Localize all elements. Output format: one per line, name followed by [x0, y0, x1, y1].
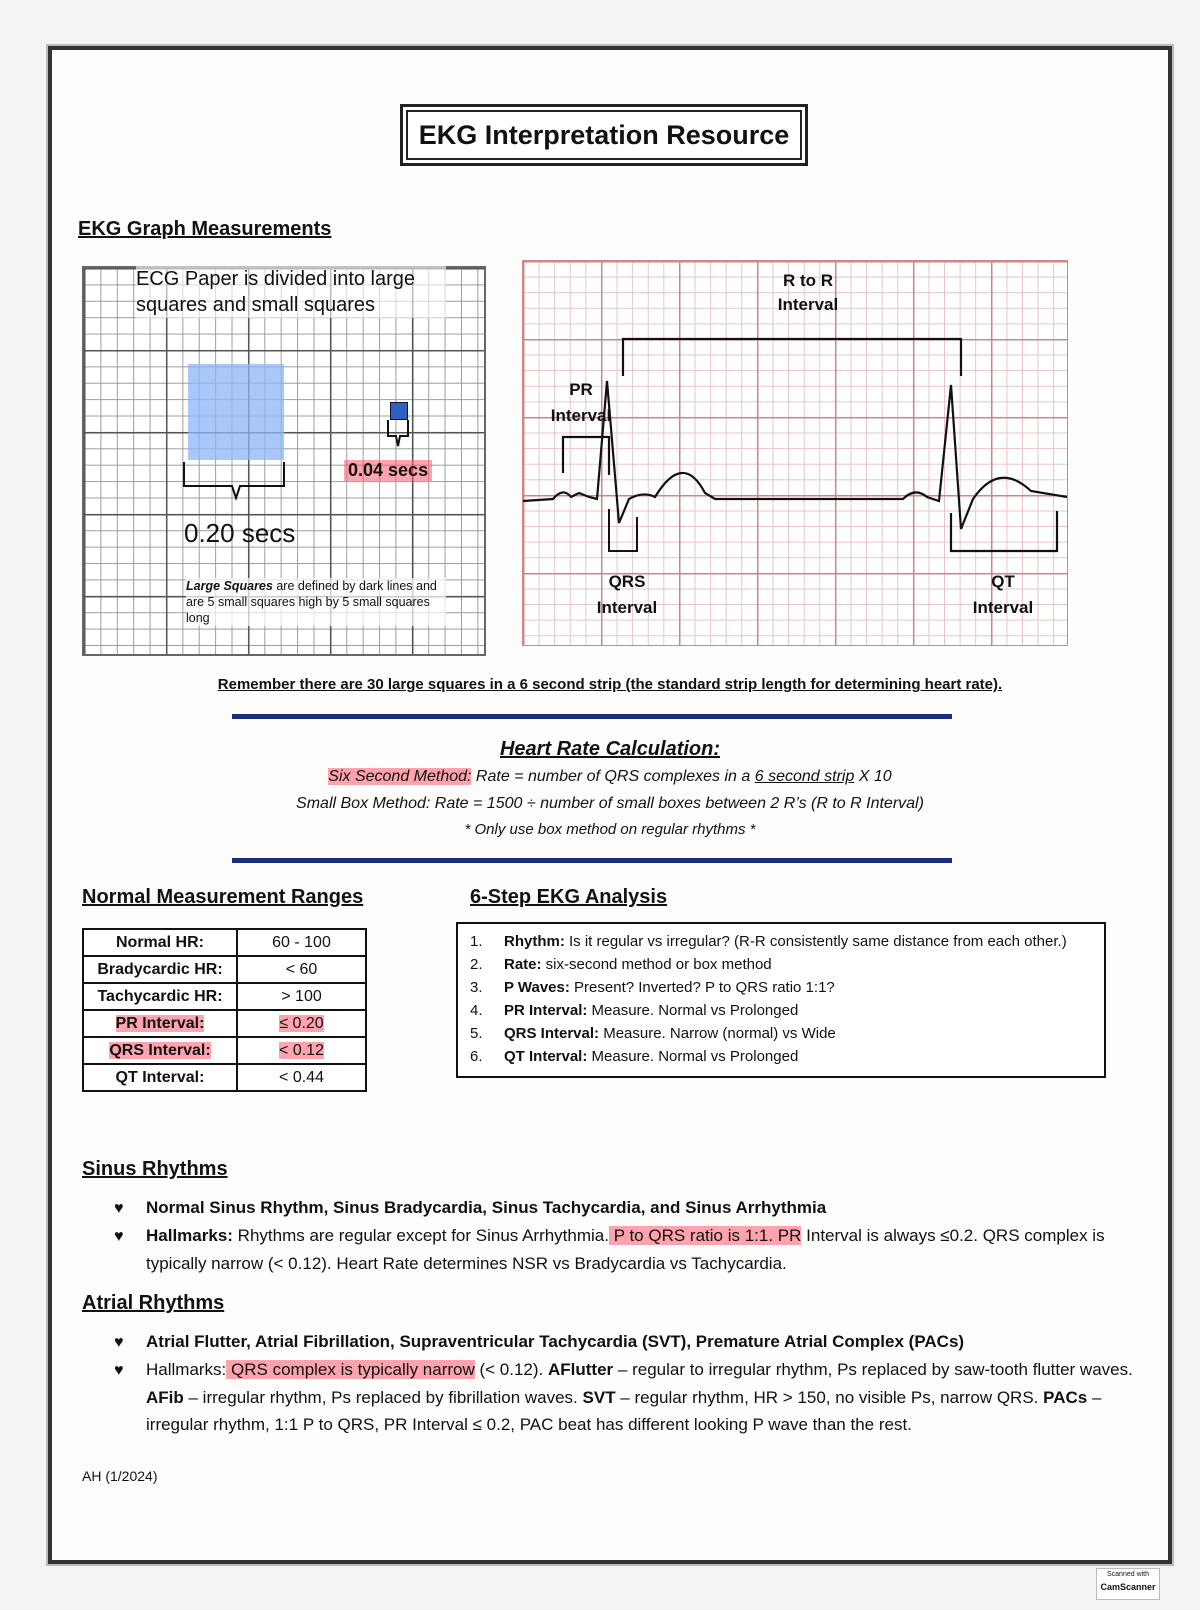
step-text: Present? Inverted? P to QRS ratio 1:1? — [569, 979, 835, 996]
pac-term: PACs — [1043, 1388, 1088, 1407]
step-term: Rhythm: — [504, 933, 565, 950]
graph-section-heading: EKG Graph Measurements — [78, 218, 332, 240]
table-row — [83, 956, 366, 983]
list-item — [470, 930, 1092, 953]
aflutter-desc: – regular to irregular rhythm, Ps replaced by saw-tooth flutter waves. — [613, 1360, 1133, 1379]
atrial-hallmarks — [114, 1356, 1166, 1438]
hallmarks-label: Hallmarks: — [146, 1360, 227, 1379]
list-item — [470, 999, 1092, 1022]
step-term: P Waves: — [504, 979, 570, 996]
steps-heading: 6-Step EKG Analysis — [470, 886, 668, 908]
ranges-heading: Normal Measurement Ranges — [82, 886, 364, 908]
range-value: < 0.12 — [279, 1041, 324, 1059]
sinus-heading: Sinus Rhythms — [82, 1158, 228, 1180]
divider-rule-2 — [232, 858, 952, 863]
list-item — [470, 1022, 1092, 1045]
heart-bullet-icon: ♥ — [114, 1200, 124, 1217]
pr-interval-label: PR Interval — [550, 380, 612, 425]
paper-caption: ECG Paper is divided into large squares and small squares — [136, 266, 446, 318]
step-text: six-second method or box method — [541, 956, 772, 973]
atrial-hallmarks-text: (< 0.12). — [474, 1360, 548, 1379]
afib-desc: – irregular rhythm, Ps replaced by fibrillation waves. — [183, 1388, 583, 1407]
step-number: 4. — [470, 1002, 483, 1019]
rr-interval-label: R to R Interval — [777, 271, 839, 314]
range-value: ≤ 0.20 — [279, 1014, 324, 1032]
pac-desc: – irregular rhythm, 1:1 P to QRS, PR Interval ≤ 0.2, PAC beat has different looking P wave than the rest. — [146, 1388, 1102, 1434]
step-number: 2. — [470, 956, 483, 973]
table-row — [83, 929, 366, 956]
six-second-underlined: 6 second strip — [754, 768, 855, 785]
scanner-line-2: CamScanner — [1100, 1582, 1156, 1592]
table-row — [83, 1010, 366, 1037]
page-title: EKG Interpretation Resource — [400, 104, 808, 166]
small-square-bracket-icon — [384, 418, 412, 452]
large-square-duration: 0.20 secs — [184, 518, 296, 548]
six-second-label: Six Second Method: — [328, 768, 472, 785]
footer-author: AH (1/2024) — [82, 1468, 158, 1484]
table-row — [83, 983, 366, 1010]
divider-rule-1 — [232, 714, 952, 719]
range-label: QRS Interval: — [109, 1041, 211, 1059]
scanner-line-1: Scanned with — [1106, 1571, 1150, 1578]
atrial-heading: Atrial Rhythms — [82, 1292, 225, 1314]
heart-bullet-icon: ♥ — [114, 1228, 124, 1245]
qt-interval-label: QT Interval — [972, 572, 1034, 617]
range-label: PR Interval: — [115, 1014, 205, 1032]
sinus-rhythm-list: Normal Sinus Rhythm, Sinus Bradycardia, Sinus Tachycardia, and Sinus Arrhythmia — [146, 1198, 827, 1217]
step-term: PR Interval: — [504, 1002, 588, 1019]
step-term: QRS Interval: — [504, 1025, 600, 1042]
qrs-interval-label: QRS Interval — [596, 572, 658, 617]
heart-bullet-icon: ♥ — [114, 1334, 124, 1351]
step-text: Is it regular vs irregular? (R-R consistently same distance from each other.) — [564, 933, 1067, 950]
atrial-rhythm-list: Atrial Flutter, Atrial Fibrillation, Supraventricular Tachycardia (SVT), Premature Atrial Complex (PACs) — [146, 1332, 965, 1351]
large-square-highlight — [188, 364, 284, 460]
aflutter-term: AFlutter — [548, 1360, 614, 1379]
table-row — [83, 1064, 366, 1091]
ecg-paper-grid — [82, 266, 486, 656]
document-page — [48, 46, 1172, 1564]
large-square-definition: are defined by dark lines and are 5 small squares high by 5 small squares long — [186, 579, 437, 625]
small-square-duration: 0.04 secs — [344, 460, 432, 481]
box-method-note: * Only use box method on regular rhythms * — [464, 821, 756, 838]
step-term: Rate: — [504, 956, 542, 973]
heart-rate-heading: Heart Rate Calculation: — [499, 738, 721, 760]
list-item — [470, 953, 1092, 976]
range-label: Bradycardic HR: — [83, 956, 237, 983]
strip-reminder: Remember there are 30 large squares in a 6 second strip (the standard strip length for determining heart rate). — [217, 676, 1003, 693]
six-second-text-a: Rate = number of QRS complexes in a — [471, 768, 755, 785]
range-value: > 100 — [237, 983, 366, 1010]
six-second-text-b: X 10 — [854, 768, 892, 785]
range-value: 60 - 100 — [237, 929, 366, 956]
step-number: 3. — [470, 979, 483, 996]
svt-term: SVT — [582, 1388, 616, 1407]
atrial-hallmarks-highlight: QRS complex is typically narrow — [226, 1360, 475, 1379]
hallmarks-label: Hallmarks: — [146, 1226, 233, 1245]
range-label: QT Interval: — [83, 1064, 237, 1091]
range-label: Normal HR: — [83, 929, 237, 956]
step-number: 5. — [470, 1025, 483, 1042]
six-second-method — [52, 768, 1168, 786]
atrial-list-item — [114, 1328, 1134, 1356]
large-square-term: Large Squares — [186, 579, 273, 593]
heart-bullet-icon: ♥ — [114, 1362, 124, 1379]
step-number: 6. — [470, 1048, 483, 1065]
svt-desc: – regular rhythm, HR > 150, no visible Ps, narrow QRS. — [615, 1388, 1044, 1407]
sinus-hallmarks — [114, 1222, 1166, 1277]
step-text: Measure. Normal vs Prolonged — [587, 1048, 799, 1065]
range-label: Tachycardic HR: — [83, 983, 237, 1010]
sinus-hallmarks-text-a: Rhythms are regular except for Sinus Arrhythmia. — [232, 1226, 609, 1245]
step-number: 1. — [470, 933, 483, 950]
step-text: Measure. Narrow (normal) vs Wide — [599, 1025, 836, 1042]
list-item — [470, 976, 1092, 999]
afib-term: AFib — [146, 1388, 184, 1407]
sinus-hallmarks-text-b: Interval is always ≤0.2. QRS complex is typically narrow (< 0.12). Heart Rate determines NSR vs Bradycardia vs Tachycardia. — [146, 1226, 1105, 1273]
steps-box — [456, 922, 1106, 1078]
ranges-table — [82, 928, 367, 1092]
range-value: < 60 — [237, 956, 366, 983]
large-square-description — [186, 578, 446, 626]
small-box-method: Small Box Method: Rate = 1500 ÷ number of small boxes between 2 R’s (R to R Interval) — [296, 795, 924, 812]
table-row — [83, 1037, 366, 1064]
sinus-list-item — [114, 1194, 1134, 1222]
range-value: < 0.44 — [237, 1064, 366, 1091]
sinus-hallmarks-highlight: P to QRS ratio is 1:1. PR — [608, 1226, 802, 1245]
step-text: Measure. Normal vs Prolonged — [587, 1002, 799, 1019]
step-term: QT Interval: — [504, 1048, 588, 1065]
ecg-strip — [522, 260, 1068, 646]
scanner-watermark — [1096, 1568, 1160, 1600]
list-item — [470, 1045, 1092, 1068]
